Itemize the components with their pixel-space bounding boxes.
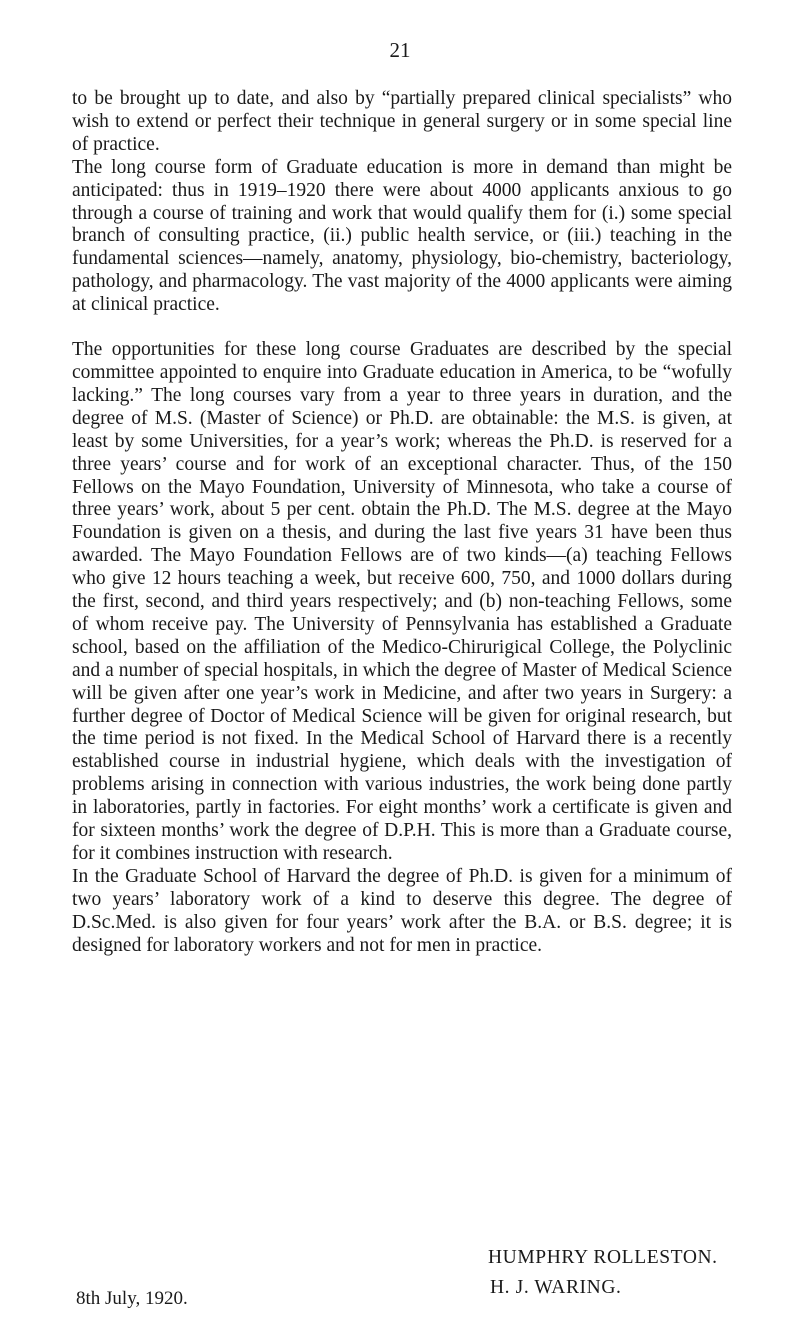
date-line: 8th July, 1920.: [76, 1288, 188, 1309]
paragraph-1: to be brought up to date, and also by “partially prepared clinical specialists” who wish to extend or perfect their technique in general surgery or in some special line of practice.: [72, 88, 732, 155]
body-text: [72, 88, 732, 958]
signature-rolleston: HUMPHRY ROLLESTON.: [488, 1247, 718, 1268]
signature-block: [488, 1243, 718, 1303]
paragraph-2: The long course form of Graduate education is more in demand than might be anticipated: thus in 1919–1920 there were about 4000 applicants anxious to go through a course of training and work that would qualify them for (i.) some special branch of consulting practice, (ii.) public health service, or (iii.) teaching in the fundamental sciences—namely, anatomy, physiology, bio-chemistry, bacteriology, pathology, and pharmacology. The vast majority of the 4000 applicants were aiming at clinical practice.: [72, 156, 732, 316]
paragraph-4: In the Graduate School of Harvard the degree of Ph.D. is given for a minimum of two years’ laboratory work of a kind to deserve this degree. The degree of D.Sc.Med. is also given for four years’ work after the B.A. or B.S. degree; it is designed for laboratory workers and not for men in practice.: [72, 865, 732, 956]
page-number: 21: [389, 38, 411, 62]
signature-waring: H. J. WARING.: [490, 1277, 622, 1298]
paragraph-3: The opportunities for these long course Graduates are described by the special committee appointed to enquire into Graduate education in America, to be “wofully lacking.” The long courses vary from a year to three years in duration, and the degree of M.S. (Master of Science) or Ph.D. are obtainable: the M.S. is given, at least by some Universities, for a year’s work; whereas the Ph.D. is reserved for a three years’ course and for work of an exceptional character. Thus, of the 150 Fellows on the Mayo Foundation, University of Minnesota, who take a course of three years’ work, about 5 per cent. obtain the Ph.D. The M.S. degree at the Mayo Foundation is given on a thesis, and during the last five years 31 have been thus awarded. The Mayo Foundation Fellows are of two kinds—(a) teaching Fellows who give 12 hours teaching a week, but receive 600, 750, and 1000 dollars during the first, second, and third years respectively; and (b) non-teaching Fellows, some of whom receive pay. The University of Pennsylvania has established a Graduate school, based on the affiliation of the Medico-Chirurigical College, the Polyclinic and a number of special hospitals, in which the degree of Master of Medical Science will be given after one year’s work in Medicine, and after two years in Surgery: a further degree of Doctor of Medical Science will be given for original research, but the time period is not fixed. In the Medical School of Harvard there is a recently established course in industrial hygiene, which deals with the investigation of problems arising in connection with various industries, the work being done partly in laboratories, partly in factories. For eight months’ work a certificate is given and for sixteen months’ work the degree of D.P.H. This is more than a Graduate course, for it combines instruction with research.: [72, 339, 732, 864]
